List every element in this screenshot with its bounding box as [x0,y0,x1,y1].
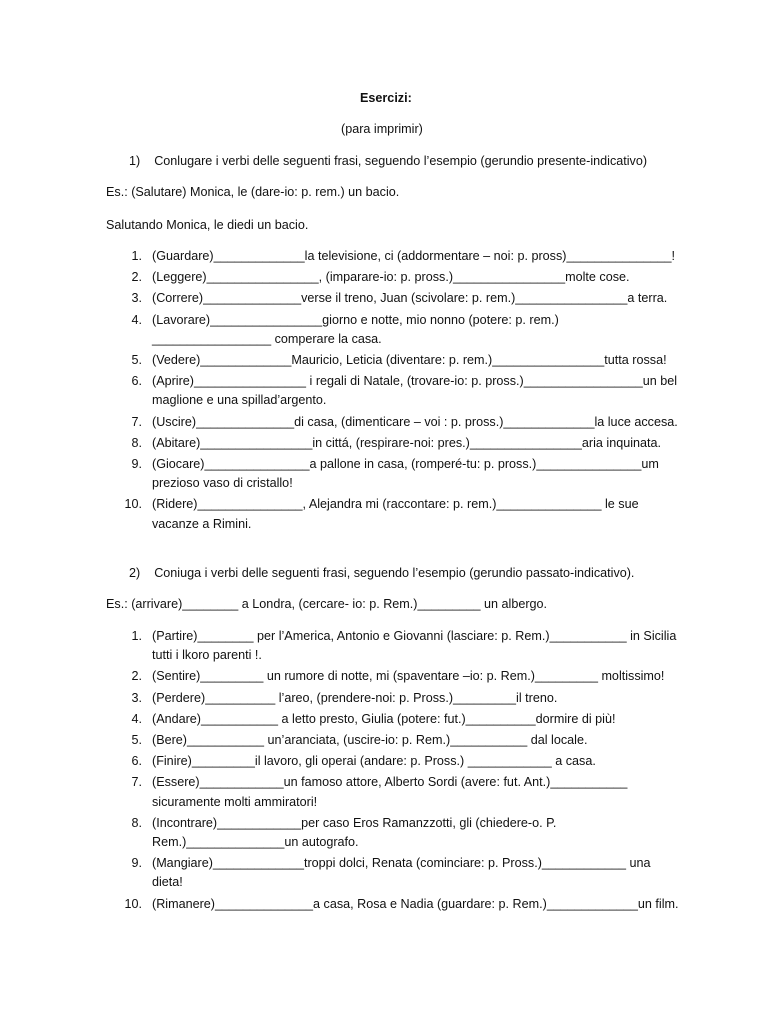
exercise-number: 2. [131,270,142,285]
exercise-text-line: maglione e una spillad’argento. [152,393,327,408]
exercise-text-line: (Leggere)________________, (imparare-io: p. pross.)________________molte cose. [152,270,630,285]
exercise-number: 6. [131,374,142,389]
exercise-item [106,711,706,730]
exercise-text-line: (Uscire)______________di casa, (dimenticare – voi : p. pross.)_____________la luce accesa. [152,414,678,429]
document-title: Esercizi: [360,91,412,105]
exercise-text-line: (Vedere)_____________Mauricio, Leticia (diventare: p. rem.)________________tutta rossa! [152,353,667,367]
exercise-number: 9. [131,457,142,471]
exercise-text-line: (Ridere)_______________, Alejandra mi (raccontare: p. rem.)_______________ le sue [152,497,639,512]
exercise-item [106,896,706,915]
exercise-number: 10. [124,497,142,512]
exercise-number: 3. [131,690,142,705]
exercise-text-line: (Correre)______________verse il treno, Juan (scivolare: p. rem.)________________a terra. [152,291,668,306]
exercise-text-line: (Giocare)_______________a pallone in casa, (romperé-tu: p. pross.)_______________um [152,457,659,471]
exercise-number: 8. [131,435,142,450]
exercise-text-line: prezioso vaso di cristallo! [152,476,293,491]
exercise-text-line: (Perdere)__________ l’areo, (prendere-noi: p. Pross.)_________il treno. [152,690,558,705]
exercise-number: 6. [131,754,142,769]
exercise-item [106,815,706,853]
exercise-item [106,628,706,666]
exercise-item [106,774,706,812]
exercise-item [106,732,706,751]
exercise-text-line: (Incontrare)____________per caso Eros Ramanzzotti, gli (chiedere-o. P. [152,815,557,830]
exercise-text-line: (Lavorare)________________giorno e notte, mio nonno (potere: p. rem.) [152,312,559,327]
exercise-number: 1. [131,629,142,643]
exercise-text-line: tutti i lkoro parenti !. [152,648,262,663]
exercise-item [106,690,706,709]
section1-example: Es.: (Salutare) Monica, le (dare-io: p. rem.) un bacio. [106,185,400,199]
section2-heading: 2) Coniuga i verbi delle seguenti frasi, seguendo l’esempio (gerundio passato-indicativo). [129,566,635,580]
exercise-number: 10. [124,896,142,911]
exercise-number: 4. [131,312,142,327]
exercise-text-line: (Partire)________ per l’America, Antonio e Giovanni (lasciare: p. Rem.)___________ in Sicilia [152,629,677,643]
exercise-number: 7. [131,775,142,790]
exercise-text-line: (Rimanere)______________a casa, Rosa e Nadia (guardare: p. Rem.)_____________un film. [152,896,679,911]
exercise-item [106,668,706,687]
exercise-text-line: vacanze a Rimini. [152,516,252,531]
exercise-item [106,290,706,309]
exercise-text-line: (Bere)___________ un’aranciata, (uscire-io: p. Rem.)___________ dal locale. [152,733,588,747]
exercise-item [106,414,706,433]
exercise-text-line: (Guardare)_____________la televisione, ci (addormentare – noi: p. pross)_______________! [152,249,676,263]
exercise-item [106,855,706,893]
exercise-text-line: (Aprire)________________ i regali di Natale, (trovare-io: p. pross.)_________________un bel [152,374,678,389]
exercise-text-line: (Abitare)________________in cittá, (respirare-noi: pres.)________________aria inquinata. [152,435,662,450]
exercise-item [106,435,706,454]
exercise-number: 3. [131,291,142,306]
exercise-item [106,352,706,371]
document-subtitle: (para imprimir) [341,122,423,136]
exercise-number: 8. [131,815,142,830]
exercise-number: 5. [131,733,142,747]
exercise-text-line: dieta! [152,875,183,890]
exercise-item [106,373,706,411]
exercise-number: 2. [131,669,142,684]
exercise-item [106,753,706,772]
exercise-text-line: (Andare)___________ a letto presto, Giulia (potere: fut.)__________dormire di più! [152,711,616,726]
exercise-number: 9. [131,856,142,871]
exercise-item [106,248,706,267]
exercise-text-line: _________________ comperare la casa. [152,331,382,346]
exercise-item [106,496,706,534]
exercise-item [106,269,706,288]
exercise-text-line: sicuramente molti ammiratori! [152,794,318,809]
exercise-text-line: Rem.)______________un autografo. [152,834,359,849]
exercise-number: 5. [131,353,142,367]
exercise-item [106,456,706,494]
section2-example: Es.: (arrivare)________ a Londra, (cercare- io: p. Rem.)_________ un albergo. [106,597,548,611]
exercise-number: 4. [131,711,142,726]
exercise-text-line: (Sentire)_________ un rumore di notte, mi (spaventare –io: p. Rem.)_________ moltissimo! [152,669,665,684]
section1-heading: 1) Conlugare i verbi delle seguenti frasi, seguendo l’esempio (gerundio presente-indicativo) [129,154,648,168]
exercise-number: 1. [131,249,142,263]
exercise-number: 7. [131,414,142,429]
exercise-text-line: (Mangiare)_____________troppi dolci, Renata (cominciare: p. Pross.)____________ una [152,856,651,871]
exercise-text-line: (Finire)_________il lavoro, gli operai (andare: p. Pross.) ____________ a casa. [152,754,596,769]
section1-solution: Salutando Monica, le diedi un bacio. [106,218,309,232]
exercise-item [106,312,706,350]
exercise-text-line: (Essere)____________un famoso attore, Alberto Sordi (avere: fut. Ant.)___________ [152,775,628,790]
